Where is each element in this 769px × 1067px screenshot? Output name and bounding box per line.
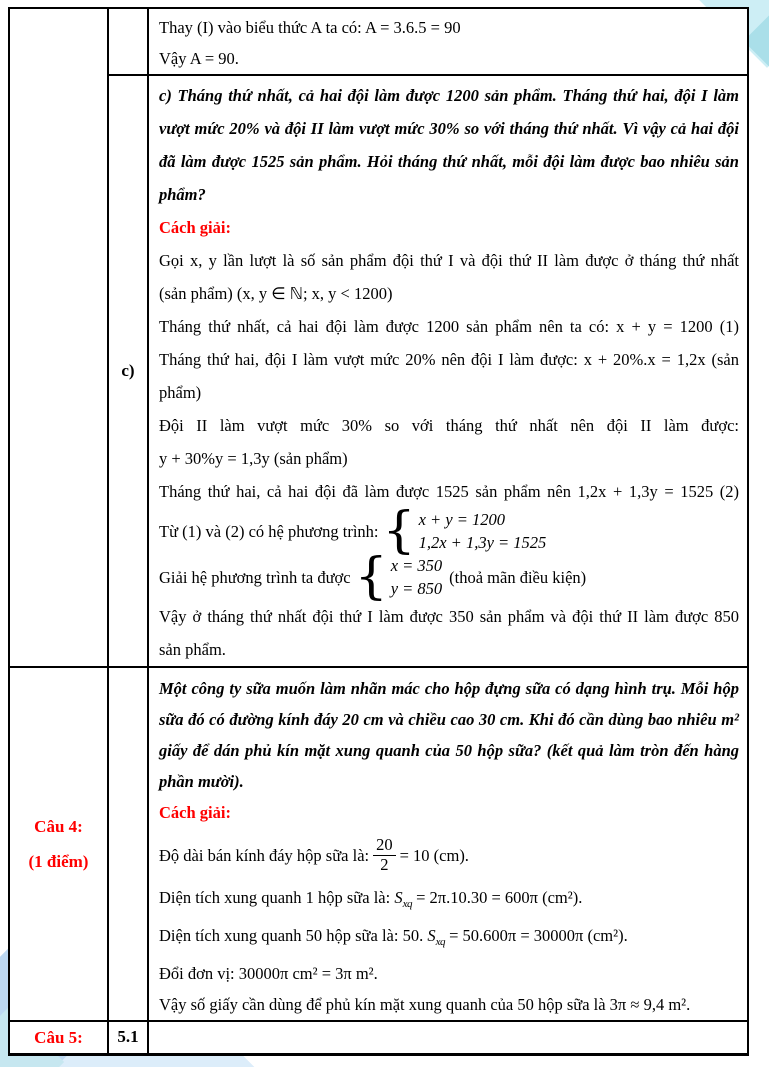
table-row	[9, 75, 748, 667]
equation: y = 850	[390, 579, 443, 598]
variable-S: S	[394, 888, 403, 907]
problem-statement-line: phẩm?	[159, 185, 206, 204]
fraction-denominator: 2	[380, 854, 389, 874]
equation-system: Từ (1) và (2) có hệ phương trình: { x + y = 1200 1,2x + 1,3y = 1525	[159, 502, 547, 560]
table-row	[9, 1021, 748, 1054]
problem-statement-line: đã làm được 1525 sản phẩm. Hỏi tháng thứ nhất, mỗi đội làm được bao nhiêu sản	[159, 152, 739, 171]
variable-subscript: xq	[402, 898, 412, 910]
solution-line: Tháng thứ hai, đội I làm vượt mức 20% nên đội I làm được: x + 20%.x = 1,2x (sản	[159, 350, 739, 369]
question4-solution-cell	[148, 667, 748, 1021]
question4-label-cell	[9, 667, 108, 1021]
answer-key-table	[8, 7, 749, 1056]
question-number: Câu 5:	[34, 1027, 83, 1047]
solution-line	[159, 920, 739, 958]
fraction-suffix: = 10 (cm).	[399, 845, 469, 865]
conclusion-line: Vậy số giấy cần dùng để phủ kín mặt xung quanh của 50 hộp sữa là 3π ≈ 9,4 m².	[159, 995, 691, 1014]
part-label: c)	[121, 361, 135, 380]
problem-statement-line: Một công ty sữa muốn làm nhãn mác cho hộp đựng sữa có dạng hình trụ. Mỗi hộp	[159, 679, 739, 698]
solution-line: Gọi x, y lần lượt là số sản phẩm đội thứ I và đội thứ II làm được ở tháng thứ nhất	[159, 251, 739, 270]
equation-system-prefix: Từ (1) và (2) có hệ phương trình:	[159, 521, 379, 541]
question3-label-cell	[9, 8, 108, 667]
equation-system-suffix: (thoả mãn điều kiện)	[449, 567, 587, 587]
equation-stack	[391, 554, 442, 600]
table-row	[9, 8, 748, 75]
problem-statement-line: phần mười).	[159, 772, 244, 791]
solution-line: Đội II làm vượt mức 30% so với tháng thứ nhất nên đội II làm được:	[159, 416, 739, 435]
solution-line: Đổi đơn vị: 30000π cm² = 3π m².	[159, 964, 378, 983]
solution-heading: Cách giải:	[159, 218, 231, 237]
part-b-label-cell	[108, 8, 148, 75]
question-number: Câu 4:	[34, 817, 83, 836]
question5-label-cell	[9, 1021, 108, 1054]
radius-computation-line	[159, 830, 739, 880]
conclusion-line: Vậy ở tháng thứ nhất đội thứ I làm được 350 sản phẩm và đội thứ II làm được 850	[159, 607, 739, 626]
problem-statement-line: c) Tháng thứ nhất, cả hai đội làm được 1200 sản phẩm. Tháng thứ hai, đội I làm	[159, 86, 739, 105]
formula-prefix: Diện tích xung quanh 1 hộp sữa là:	[159, 888, 391, 907]
problem-statement-line: vượt mức 20% và đội II làm vượt mức 30% so với tháng thứ nhất. Vì vậy cả hai đội	[159, 119, 739, 138]
variable-subscript: xq	[435, 936, 445, 948]
fraction-prefix: Độ dài bán kính đáy hộp sữa là:	[159, 845, 370, 865]
solution-line: Thay (I) vào biểu thức A ta có: A = 3.6.5 = 90	[159, 18, 461, 37]
solution-heading: Cách giải:	[159, 803, 231, 822]
solution-line: y + 30%y = 1,3y (sản phẩm)	[159, 449, 348, 468]
question5-solution-cell	[148, 1021, 748, 1054]
part-c-solution-cell	[148, 75, 748, 667]
question5-part-cell	[108, 1021, 148, 1054]
conclusion-line: sản phẩm.	[159, 640, 226, 659]
equation-system-prefix: Giải hệ phương trình ta được	[159, 567, 351, 587]
variable-S: S	[427, 926, 436, 945]
table-row	[9, 667, 748, 1021]
equation-system: Giải hệ phương trình ta được { x = 350 y = 850 (thoả mãn điều kiện)	[159, 548, 587, 606]
equation: x = 350	[390, 556, 443, 575]
part-label: 5.1	[117, 1027, 139, 1047]
equation: 1,2x + 1,3y = 1525	[418, 533, 547, 552]
solution-line: Tháng thứ nhất, cả hai đội làm được 1200 sản phẩm nên ta có: x + y = 1200 (1)	[159, 317, 739, 336]
fraction-numerator: 20	[373, 836, 396, 856]
question4-part-cell	[108, 667, 148, 1021]
part-c-label-cell	[108, 75, 148, 667]
fraction	[373, 836, 396, 875]
problem-statement-line: sữa đó có đường kính đáy 20 cm và chiều cao 30 cm. Khi đó cần dùng bao nhiêu m²	[159, 710, 739, 729]
solution-line	[159, 882, 739, 920]
formula-prefix: Diện tích xung quanh 50 hộp sữa là: 50.	[159, 926, 424, 945]
formula-suffix: = 2π.10.30 = 600π (cm²).	[416, 888, 583, 907]
solution-line: phẩm)	[159, 383, 202, 402]
solution-line: Tháng thứ hai, cả hai đội đã làm được 1525 sản phẩm nên 1,2x + 1,3y = 1525 (2)	[159, 482, 739, 501]
equation-stack	[419, 508, 547, 554]
formula-suffix: = 50.600π = 30000π (cm²).	[449, 926, 628, 945]
part-b-solution-cell	[148, 8, 748, 75]
equation: x + y = 1200	[418, 510, 506, 529]
solution-line: (sản phẩm) (x, y ∈ ℕ; x, y < 1200)	[159, 284, 393, 303]
problem-statement-line: giấy để dán phủ kín mặt xung quanh của 50 hộp sữa? (kết quả làm tròn đến hàng	[159, 741, 739, 760]
solution-line: Vậy A = 90.	[159, 49, 239, 68]
question-points: (1 điểm)	[28, 852, 89, 871]
